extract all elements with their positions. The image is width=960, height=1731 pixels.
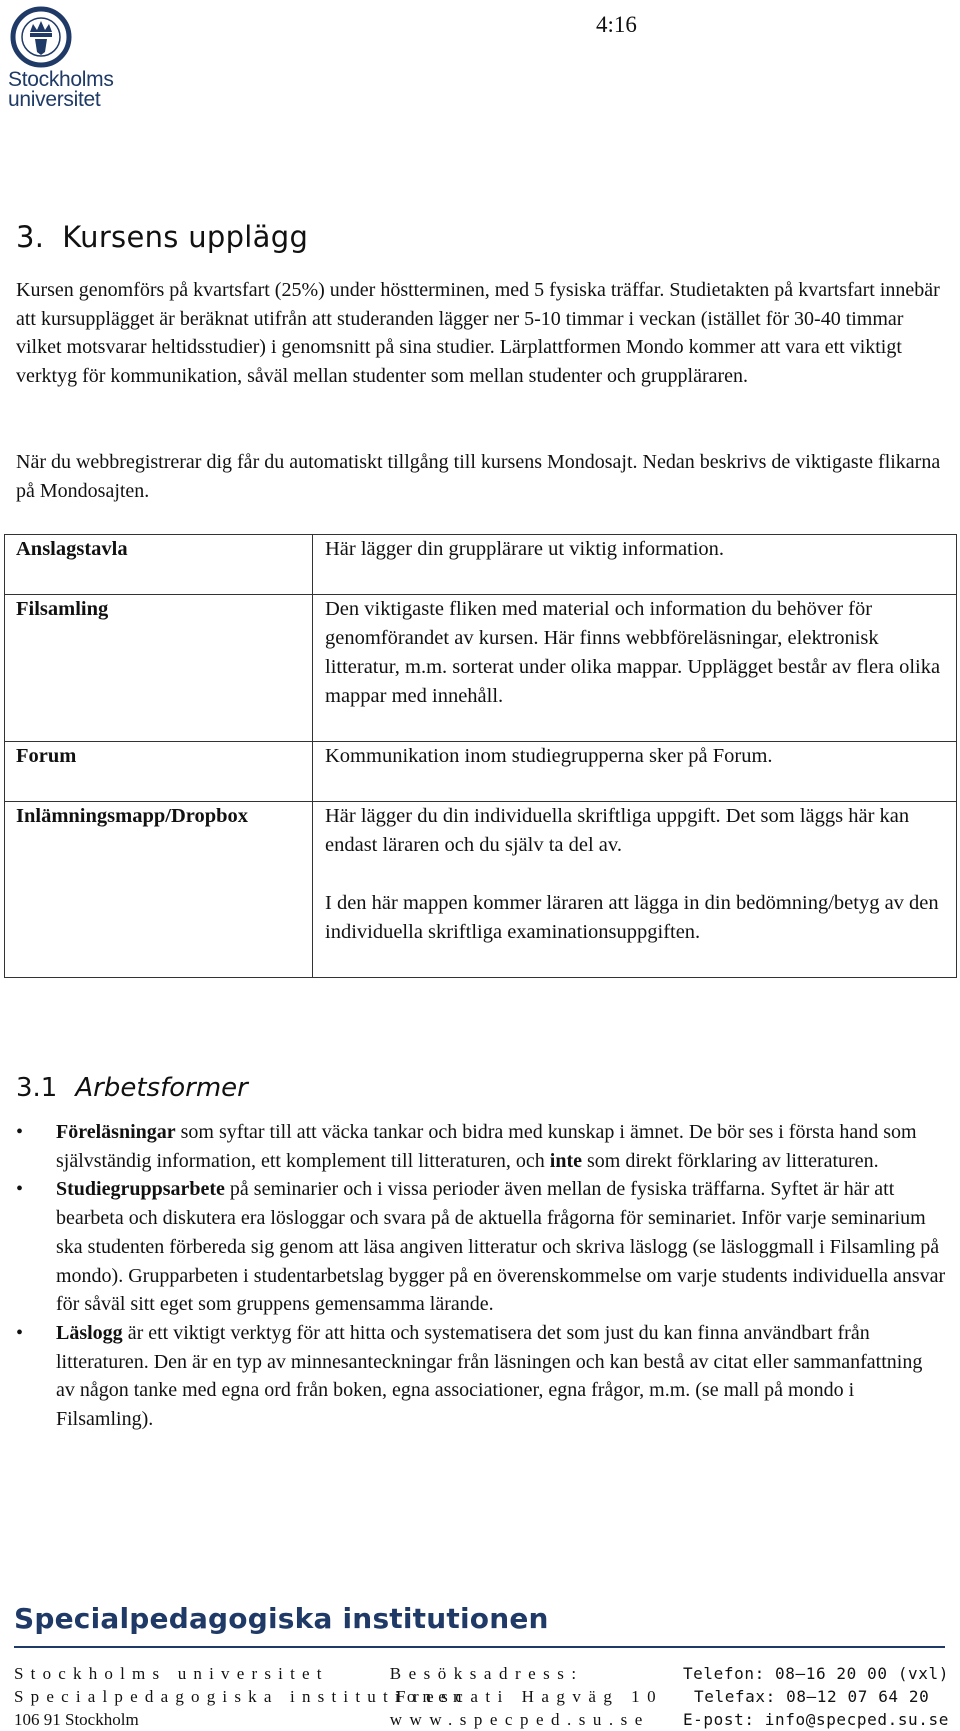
tab-name-cell — [5, 802, 313, 978]
bullet-term: Studiegruppsarbete — [56, 1178, 225, 1201]
university-logo — [8, 6, 148, 110]
logo-line-1: Stockholms — [8, 68, 114, 91]
bullet-text: som syftar till att väcka tankar och bidra med kunskap i ämnet. De bör ses i första hand som självständig information, ett komplement till litteraturen, och — [56, 1121, 917, 1172]
bullet-term: Föreläsningar — [56, 1121, 176, 1143]
tab-name-cell — [5, 595, 313, 742]
subsection-heading — [16, 1073, 248, 1103]
tab-name-cell — [5, 742, 313, 802]
tab-description-cell — [313, 535, 957, 595]
paragraph-2: När du webbregistrerar dig får du automatiskt tillgång till kursens Mondosajt. Nedan beskrivs de viktigaste flikarna på Mondosajten. — [16, 451, 941, 502]
footer-row — [14, 1662, 949, 1685]
section-title: Kursens upplägg — [62, 220, 309, 254]
footer-dept: Specialpedagogiska institutionen — [14, 1687, 469, 1706]
footer-org: Stockholms universitet — [14, 1664, 329, 1683]
footer-email-link[interactable]: E-post: info@specped.su.se — [682, 1710, 949, 1729]
tab-description-cell — [313, 595, 957, 742]
footer-phone: Telefon: 08–16 20 00 (vxl) — [682, 1664, 949, 1683]
tab-name: Anslagstavla — [16, 538, 128, 560]
table-row — [5, 742, 957, 802]
section-number: 3. — [16, 220, 45, 254]
tab-description: Här lägger din grupplärare ut viktig information. — [325, 538, 725, 560]
footer-row — [14, 1685, 949, 1708]
bullet-emphasis: inte — [549, 1149, 582, 1172]
bullet-text: är ett viktigt verktyg för att hitta och systematisera det som just du kan finna användbart från litteraturen. Den är en typ av minnesanteckningar från läsningen och kan bestå av citat eller sammanfattning av någon tanke med egna ord från boken, egna associationer, egna frågor, m.m. (se mall på mondo i Filsamling). — [56, 1321, 923, 1431]
table-row — [5, 535, 957, 595]
subsection-number: 3.1 — [16, 1073, 58, 1103]
list-item — [16, 1319, 946, 1434]
tab-description: Den viktigaste fliken med material och information du behöver för genomförandet av kursen. Här finns webbföreläsningar, elektronisk litteratur, m.m. sorterat under olika mappar. Upplägget består av flera olika mappar med innehåll. — [325, 598, 941, 707]
footer-address: Frescati Hagväg 10 — [396, 1687, 664, 1706]
list-item — [16, 1175, 946, 1319]
intro-paragraph — [16, 276, 946, 390]
tab-description: Här lägger du din individuella skriftliga uppgift. Det som läggs här kan endast läraren och du själv ta del av. — [325, 805, 910, 856]
footer-postal: 106 91 Stockholm — [14, 1710, 139, 1729]
work-forms-list — [16, 1118, 946, 1434]
tab-description-extra: I den här mappen kommer läraren att lägga in din bedömning/betyg av den individuella skriftliga examinationsuppgiften. — [325, 892, 939, 943]
section-heading — [16, 220, 308, 254]
footer-address-label: Besöksadress: — [389, 1664, 584, 1683]
tab-description-cell — [313, 802, 957, 978]
paragraph-1: Kursen genomförs på kvartsfart (25%) under höstterminen, med 5 fysiska träffar. Studietakten på kvartsfart innebär att kursupplägget är beräknat utifrån att studeranden lägger ner 5-10 timmar i veckan (istället för 30-40 timmar vilket motsvarar heltidsstudier) i genomsnitt på sina studier. Lärplattformen Mondo kommer att vara ett viktigt verktyg för kommunikation, såväl mellan studenter som mellan studenter och gruppläraren. — [16, 279, 940, 387]
crown-seal-icon — [8, 6, 74, 68]
tab-name: Inlämningsmapp/Dropbox — [16, 805, 249, 827]
tab-description-cell — [313, 742, 957, 802]
footer-website-link[interactable]: www.specped.su.se — [389, 1710, 650, 1729]
mondo-paragraph — [16, 448, 946, 505]
tab-name: Filsamling — [16, 598, 109, 620]
bullet-text: på seminarier och i vissa perioder även mellan de fysiska träffarna. Syftet är här att bearbeta och diskutera era lösloggar och svara på de aktuella frågorna för seminariet. Inför varje seminarium ska studenten förbereda sig genom att läsa angiven litteratur och skriva läslogg (se läsloggmall i Filsamling på mondo). Grupparbeten i studentarbetslag bygger på en överenskommelse om varje students individuella ansvar för såväl sitt eget som gruppens gemensamma lärande. — [56, 1178, 946, 1316]
page-number: 4:16 — [596, 12, 637, 37]
tab-name: Forum — [16, 745, 77, 767]
footer-contact — [14, 1662, 949, 1731]
bullet-text-end: som direkt förklaring av litteraturen. — [582, 1149, 879, 1172]
tab-description: Kommunikation inom studiegrupperna sker på Forum. — [325, 745, 773, 767]
tab-name-cell — [5, 535, 313, 595]
footer-divider — [14, 1646, 945, 1648]
list-item — [16, 1118, 946, 1175]
bullet-term: Läslogg — [56, 1321, 123, 1344]
mondo-tabs-table — [4, 534, 957, 978]
subsection-title: Arbetsformer — [75, 1073, 248, 1103]
footer-fax: Telefax: 08–12 07 64 20 — [694, 1687, 930, 1706]
table-row — [5, 802, 957, 978]
logo-line-2: universitet — [8, 88, 101, 111]
footer-institution: Specialpedagogiska institutionen — [14, 1602, 549, 1635]
table-row — [5, 595, 957, 742]
